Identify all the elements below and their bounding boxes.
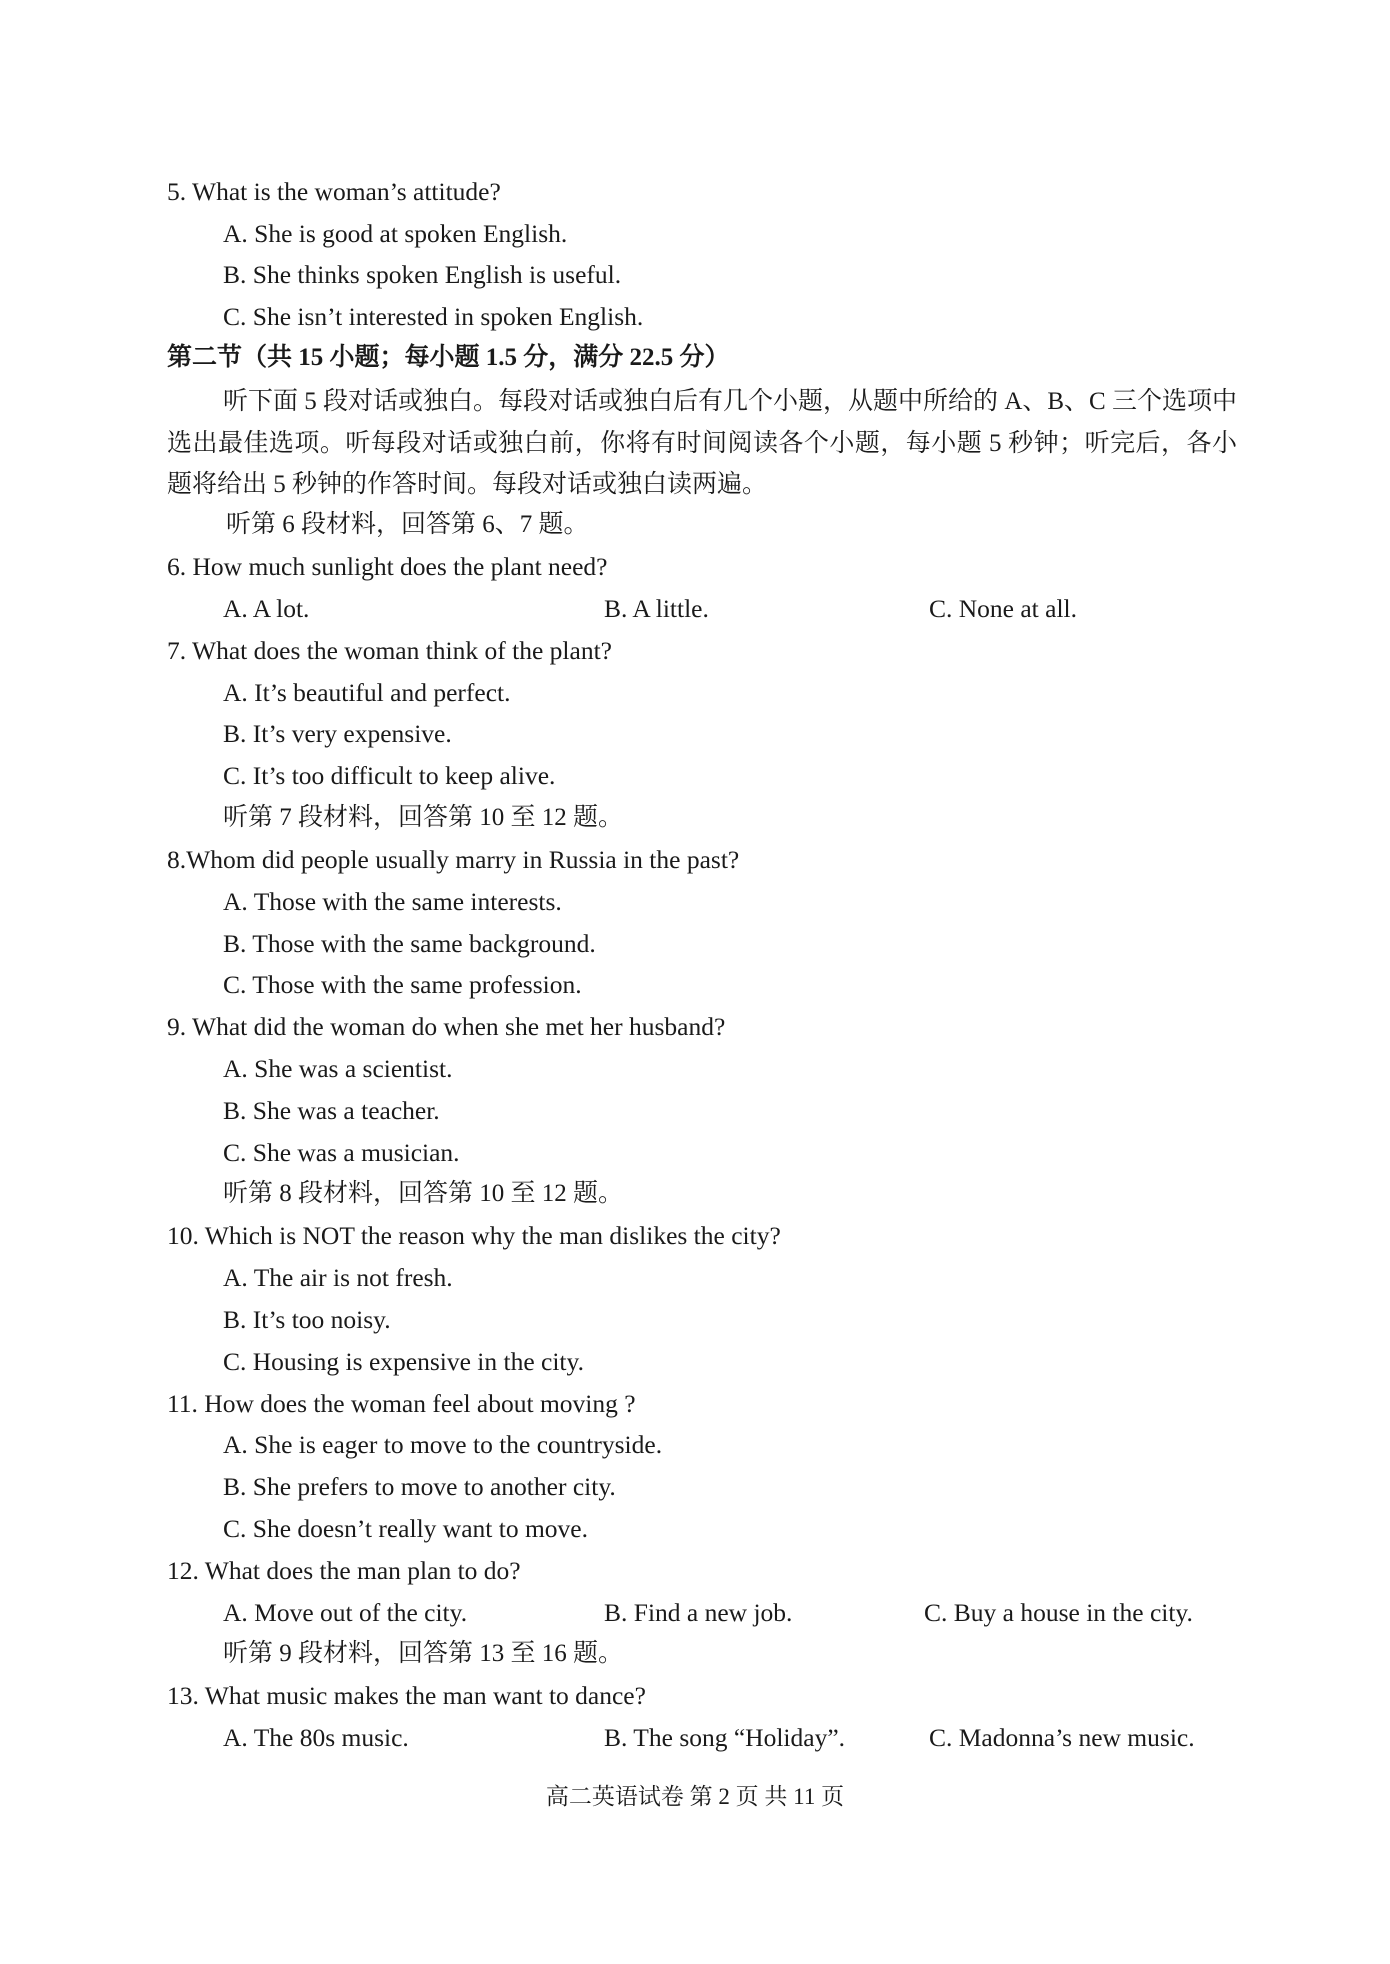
question-8-option-a: A. Those with the same interests.: [223, 887, 562, 916]
question-10-option-a: A. The air is not fresh.: [223, 1263, 453, 1292]
question-8-stem: 8.Whom did people usually marry in Russia in the past?: [167, 845, 740, 874]
page-footer: 高二英语试卷 第 2 页 共 11 页: [545, 1784, 845, 1809]
question-6-option-b: B. A little.: [604, 594, 709, 623]
question-10-option-c: C. Housing is expensive in the city.: [223, 1347, 584, 1376]
question-9-option-b: B. She was a teacher.: [223, 1096, 440, 1125]
question-5-option-a: A. She is good at spoken English.: [223, 219, 568, 248]
question-12-option-a: A. Move out of the city.: [223, 1598, 468, 1627]
question-6-option-c: C. None at all.: [929, 594, 1078, 623]
question-12-stem: 12. What does the man plan to do?: [167, 1556, 521, 1585]
question-12-option-c: C. Buy a house in the city.: [924, 1598, 1193, 1627]
question-9-option-a: A. She was a scientist.: [223, 1054, 453, 1083]
question-10-option-b: B. It’s too noisy.: [223, 1305, 391, 1334]
question-8-option-b: B. Those with the same background.: [223, 929, 596, 958]
question-6-stem: 6. How much sunlight does the plant need?: [167, 552, 608, 581]
question-11-option-c: C. She doesn’t really want to move.: [223, 1514, 588, 1543]
section-2-heading: 第二节（共 15 小题；每小题 1.5 分，满分 22.5 分）: [167, 344, 730, 371]
question-9-option-c: C. She was a musician.: [223, 1138, 460, 1167]
question-11-stem: 11. How does the woman feel about moving ?: [167, 1389, 636, 1418]
question-7-stem: 7. What does the woman think of the plant?: [167, 636, 612, 665]
question-7-option-b: B. It’s very expensive.: [223, 719, 452, 748]
material-6-note: 听第 6 段材料，回答第 6、7 题。: [226, 511, 589, 538]
question-13-stem: 13. What music makes the man want to dance?: [167, 1681, 646, 1710]
material-8-note: 听第 8 段材料，回答第 10 至 12 题。: [223, 1180, 624, 1207]
question-6-option-a: A. A lot.: [223, 594, 310, 623]
question-9-stem: 9. What did the woman do when she met her husband?: [167, 1012, 726, 1041]
question-13-option-c: C. Madonna’s new music.: [929, 1723, 1195, 1752]
section-2-instructions: 听下面 5 段对话或独白。每段对话或独白后有几个小题，从题中所给的 A、B、C 三个选项中选出最佳选项。听每段对话或独白前，你将有时间阅读各个小题，每小题 5 秒钟；听完后，各小题将给出 5 秒钟的作答时间。每段对话或独白读两遍。: [167, 388, 1237, 498]
question-7-option-a: A. It’s beautiful and perfect.: [223, 678, 511, 707]
question-13-option-b: B. The song “Holiday”.: [604, 1723, 846, 1752]
question-5-stem: 5. What is the woman’s attitude?: [167, 177, 501, 206]
material-7-note: 听第 7 段材料，回答第 10 至 12 题。: [223, 804, 624, 831]
material-9-note: 听第 9 段材料，回答第 13 至 16 题。: [223, 1640, 624, 1667]
question-11-option-b: B. She prefers to move to another city.: [223, 1472, 616, 1501]
question-10-stem: 10. Which is NOT the reason why the man dislikes the city?: [167, 1221, 781, 1250]
question-5-option-c: C. She isn’t interested in spoken English.: [223, 302, 644, 331]
question-12-option-b: B. Find a new job.: [604, 1598, 793, 1627]
question-8-option-c: C. Those with the same profession.: [223, 970, 582, 999]
question-7-option-c: C. It’s too difficult to keep alive.: [223, 761, 556, 790]
question-13-option-a: A. The 80s music.: [223, 1723, 409, 1752]
question-5-option-b: B. She thinks spoken English is useful.: [223, 260, 622, 289]
question-11-option-a: A. She is eager to move to the countryside.: [223, 1430, 663, 1459]
